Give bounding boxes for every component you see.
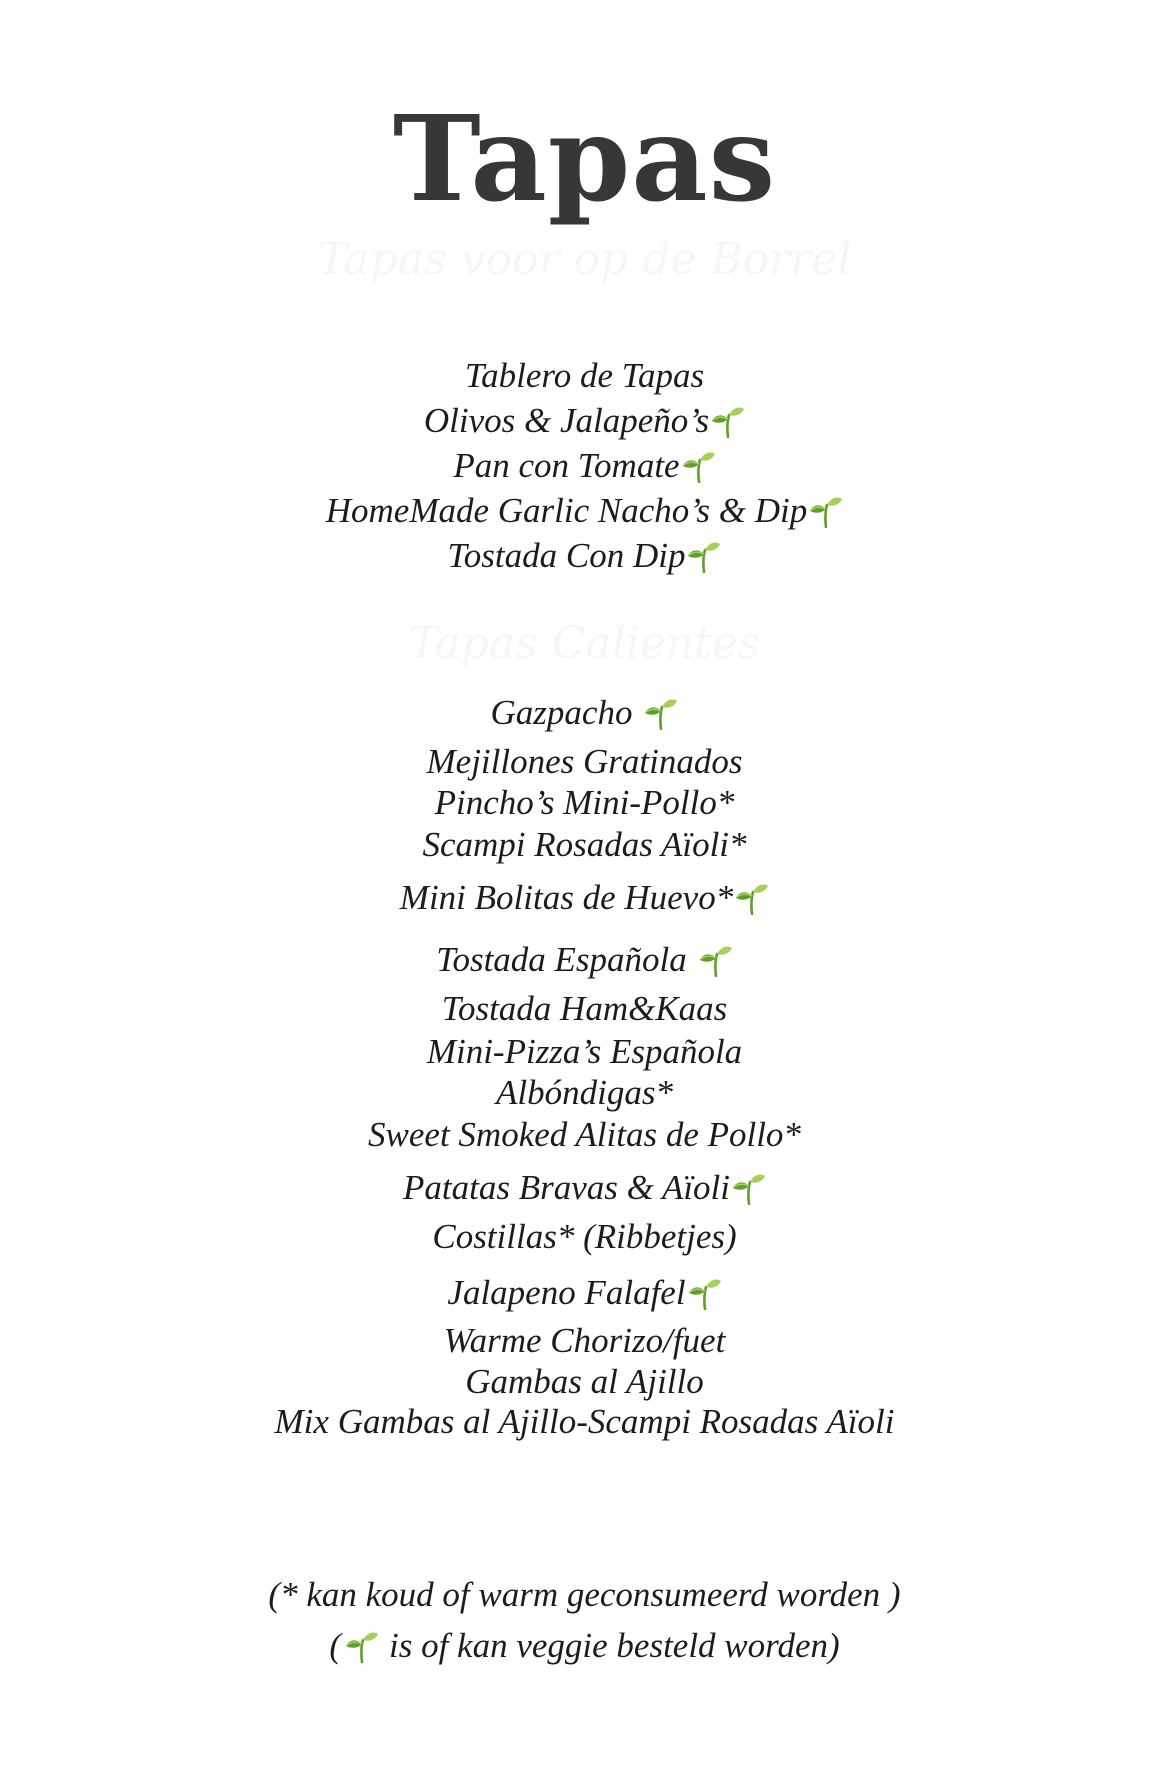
note-veggie-text: is of kan veggie besteld worden) xyxy=(388,1626,840,1665)
sprout-icon xyxy=(688,1276,722,1310)
menu-item-name: Mix Gambas al Ajillo-Scampi Rosadas Aïoli xyxy=(274,1402,895,1441)
menu-item-name: Mejillones Gratinados xyxy=(426,742,743,781)
sprout-icon xyxy=(732,1171,766,1205)
menu-item-name: Gazpacho xyxy=(490,693,633,732)
menu-item xyxy=(0,744,1169,779)
note-veggie xyxy=(0,1628,1169,1663)
menu-item xyxy=(0,1034,1169,1069)
menu-item xyxy=(0,942,1169,977)
menu-item xyxy=(0,1117,1169,1152)
menu-item xyxy=(0,538,1169,573)
note-cold-warm: (* kan koud of warm geconsumeerd worden ) xyxy=(268,1575,901,1614)
page-title: Tapas xyxy=(392,89,777,228)
menu-item xyxy=(0,785,1169,820)
menu-item-name: Tostada Con Dip xyxy=(447,536,686,575)
note-veggie-open: ( xyxy=(329,1626,341,1665)
menu-item-name: Tablero de Tapas xyxy=(464,356,705,395)
menu-item-name: Costillas* (Ribbetjes) xyxy=(432,1217,737,1256)
menu-item xyxy=(0,1170,1169,1205)
menu-item xyxy=(0,358,1169,393)
menu-item xyxy=(0,1364,1169,1399)
menu-item-name: Tostada Ham&Kaas xyxy=(441,989,728,1028)
menu-item xyxy=(0,493,1169,528)
sprout-icon xyxy=(687,539,721,573)
sprout-icon xyxy=(699,943,733,977)
menu-item-name: Scampi Rosadas Aïoli* xyxy=(422,825,747,864)
menu-item xyxy=(0,1404,1169,1439)
menu-item xyxy=(0,991,1169,1026)
menu-item-name: Olivos & Jalapeño’s xyxy=(423,401,710,440)
sprout-icon xyxy=(711,404,745,438)
sprout-icon xyxy=(735,881,769,915)
menu-item-name: Tostada Española xyxy=(436,940,687,979)
menu-item-name: Warme Chorizo/fuet xyxy=(443,1321,726,1360)
menu-item xyxy=(0,448,1169,483)
sprout-icon xyxy=(809,494,843,528)
menu-item xyxy=(0,880,1169,915)
menu-item-name: Pincho’s Mini-Pollo* xyxy=(434,783,735,822)
menu-item-name: Mini Bolitas de Huevo* xyxy=(399,878,734,917)
menu-item xyxy=(0,403,1169,438)
menu-item xyxy=(0,827,1169,862)
menu-item xyxy=(0,1323,1169,1358)
menu-item xyxy=(0,695,1169,730)
menu-item xyxy=(0,1219,1169,1254)
menu-item-name: Mini-Pizza’s Española xyxy=(426,1032,743,1071)
section-heading-borrel: Tapas voor op de Borrel xyxy=(317,234,852,285)
sprout-icon xyxy=(644,696,678,730)
menu-item-name: Gambas al Ajillo xyxy=(465,1362,704,1401)
menu-item-name: HomeMade Garlic Nacho’s & Dip xyxy=(325,491,808,530)
sprout-icon xyxy=(345,1629,379,1663)
menu-item-name: Jalapeno Falafel xyxy=(447,1273,686,1312)
menu-item-name: Pan con Tomate xyxy=(453,446,680,485)
menu-item-name: Patatas Bravas & Aïoli xyxy=(403,1168,730,1207)
menu-item-name: Sweet Smoked Alitas de Pollo* xyxy=(368,1115,801,1154)
sprout-icon xyxy=(682,449,716,483)
menu-item-name: Albóndigas* xyxy=(496,1073,673,1112)
section-heading-calientes: Tapas Calientes xyxy=(408,618,761,669)
menu-item xyxy=(0,1275,1169,1310)
menu-item xyxy=(0,1075,1169,1110)
